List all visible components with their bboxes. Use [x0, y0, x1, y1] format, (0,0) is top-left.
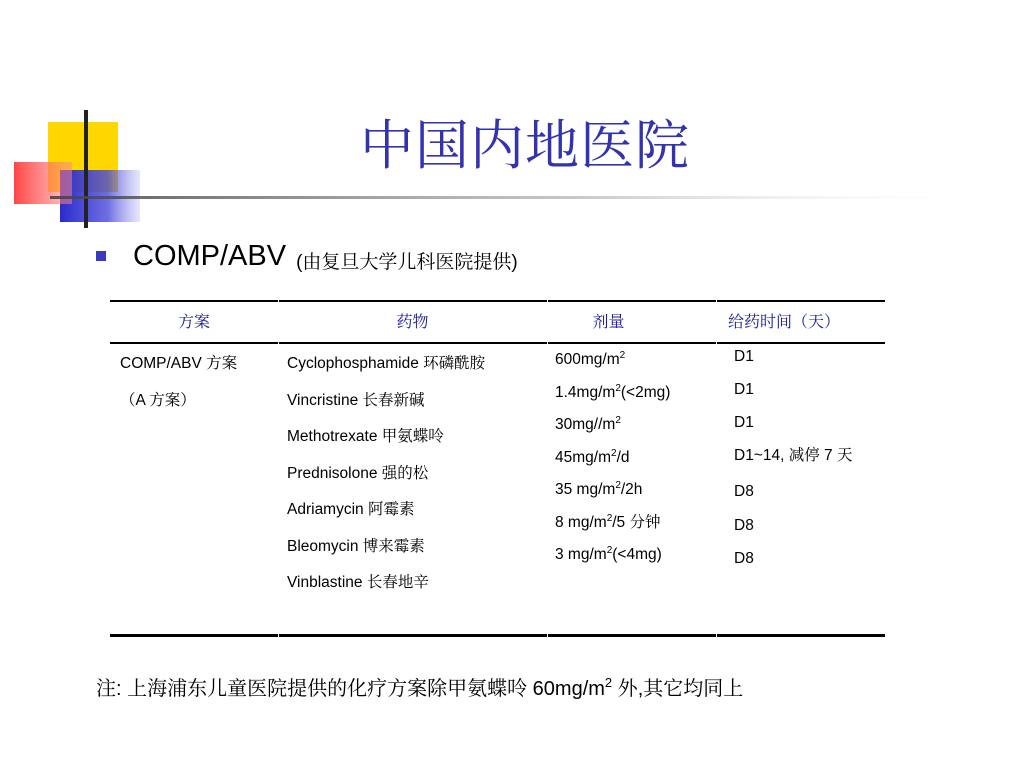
schedule-column [734, 340, 852, 575]
square-bullet-icon [96, 251, 106, 261]
table-top-rule [110, 300, 885, 302]
dose-value: $30mg//m^2$ [555, 415, 621, 433]
regimen-alias: （A 方案） [120, 391, 196, 409]
header-dose: 剂量 [592, 314, 625, 331]
regimen-column [120, 346, 237, 419]
drug-name: Adriamycin 阿霉素 [287, 501, 415, 518]
regimen-table [110, 300, 885, 637]
deco-horizontal-line [50, 196, 1000, 199]
drug-name: Methotrexate 甲氨蝶呤 [287, 428, 444, 445]
schedule-value: D1 [734, 348, 754, 365]
footnote [96, 672, 743, 701]
schedule-value: D8 [734, 517, 754, 534]
bullet-main-text: COMP/ABV [133, 239, 287, 272]
dose-value: 8 $mg/m^2/5$ 分钟 [555, 512, 661, 531]
header-schedule: 给药时间（天） [728, 314, 841, 331]
slide-title: 中国内地医院 [360, 114, 690, 177]
footnote-superscript: 2 [604, 675, 613, 690]
column-separator [278, 300, 279, 637]
footnote-text-end: 外,其它均同上 [612, 678, 744, 700]
schedule-value: D8 [734, 483, 754, 500]
drug-name: Vinblastine 长春地辛 [287, 574, 429, 591]
bullet-source-note: (由复旦大学儿科医院提供) [296, 251, 518, 273]
drug-name: Cyclophosphamide 环磷酰胺 [287, 355, 486, 372]
header-drug: 药物 [396, 314, 429, 331]
drug-column [287, 346, 485, 602]
schedule-value: D1 [734, 381, 754, 398]
column-separator [716, 300, 717, 637]
drug-name: Bleomycin 博来霉素 [287, 537, 425, 555]
deco-vertical-line [84, 110, 88, 228]
header-regimen: 方案 [177, 314, 210, 331]
dose-value: 3 $mg/m^2(<4mg)$ [555, 545, 662, 563]
schedule-value: D8 [734, 550, 754, 567]
schedule-value: D1 [734, 414, 754, 431]
drug-name: Vincristine 长春新碱 [287, 391, 425, 409]
dose-value: $45mg/m^2/d$ [555, 447, 630, 466]
dose-value: 35 $mg/m^2/2h$ [555, 480, 643, 498]
dose-column [555, 344, 670, 572]
footnote-text: 注: 上海浦东儿童医院提供的化疗方案除甲氨蝶呤 60mg/m [96, 678, 605, 700]
bullet-item [96, 234, 518, 278]
table-bottom-rule [110, 634, 885, 637]
regimen-name: COMP/ABV 方案 [120, 355, 238, 372]
drug-name: Prednisolone 强的松 [287, 464, 429, 482]
column-separator [547, 300, 548, 637]
dose-value: $600mg/m^2$ [555, 350, 626, 368]
schedule-value: D1~14, 减停 7 天 [734, 447, 853, 464]
dose-value: $1.4mg/m^2(<2mg)$ [555, 382, 671, 401]
